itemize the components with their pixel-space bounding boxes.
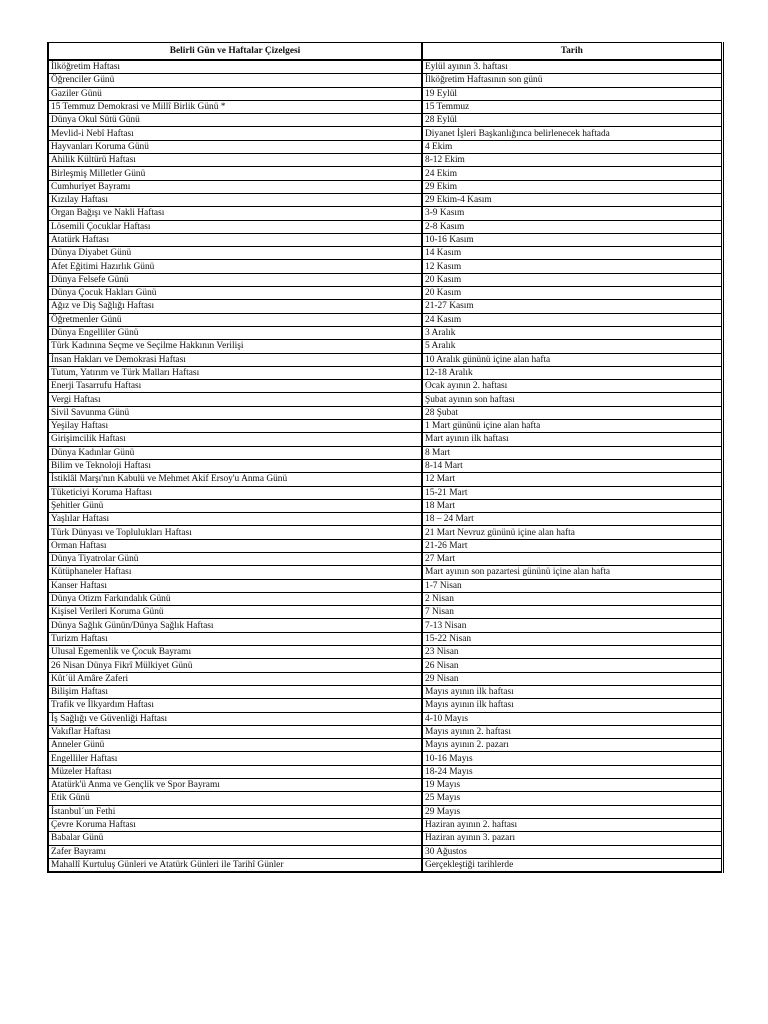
table-row xyxy=(48,167,722,180)
date-cell: 10-16 Mayıs xyxy=(422,752,722,765)
table-row xyxy=(48,579,722,592)
date-cell: 28 Eylül xyxy=(422,114,722,127)
event-cell: Atatürk Haftası xyxy=(48,233,422,246)
table-row xyxy=(48,805,722,818)
table-row xyxy=(48,100,722,113)
date-cell: 29 Mayıs xyxy=(422,805,722,818)
table-row xyxy=(48,74,722,87)
table-row xyxy=(48,260,722,273)
date-cell: 4 Ekim xyxy=(422,140,722,153)
table-row xyxy=(48,340,722,353)
event-cell: Zafer Bayramı xyxy=(48,845,422,858)
date-cell: Diyanet İşleri Başkanlığınca belirlenecek haftada xyxy=(422,127,722,140)
date-cell: 12-18 Aralık xyxy=(422,366,722,379)
event-cell: Dünya Tiyatrolar Günü xyxy=(48,552,422,565)
table-row xyxy=(48,473,722,486)
event-cell: Dünya Engelliler Günü xyxy=(48,326,422,339)
date-cell: 1 Mart gününü içine alan hafta xyxy=(422,420,722,433)
date-cell: 29 Nisan xyxy=(422,672,722,685)
date-cell: 21 Mart Nevruz gününü içine alan hafta xyxy=(422,526,722,539)
table-row xyxy=(48,353,722,366)
event-cell: Türk Dünyası ve Toplulukları Haftası xyxy=(48,526,422,539)
table-row xyxy=(48,779,722,792)
table-row xyxy=(48,566,722,579)
table-row xyxy=(48,247,722,260)
date-cell: Haziran ayının 3. pazarı xyxy=(422,832,722,845)
event-cell: Organ Bağışı ve Nakli Haftası xyxy=(48,207,422,220)
table-row xyxy=(48,273,722,286)
date-cell: 25 Mayıs xyxy=(422,792,722,805)
event-cell: Birleşmiş Milletler Günü xyxy=(48,167,422,180)
date-cell: Şubat ayının son haftası xyxy=(422,393,722,406)
table-row xyxy=(48,220,722,233)
event-cell: Mahallî Kurtuluş Günleri ve Atatürk Günleri ile Tarihî Günler xyxy=(48,858,422,872)
table-row xyxy=(48,619,722,632)
event-cell: Cumhuriyet Bayramı xyxy=(48,180,422,193)
table-row xyxy=(48,765,722,778)
date-cell: Haziran ayının 2. haftası xyxy=(422,818,722,831)
event-cell: Öğrenciler Günü xyxy=(48,74,422,87)
table-row xyxy=(48,526,722,539)
date-cell: Ocak ayının 2. haftası xyxy=(422,380,722,393)
table-row xyxy=(48,739,722,752)
event-cell: Kût´ül Amâre Zaferi xyxy=(48,672,422,685)
event-cell: Babalar Günü xyxy=(48,832,422,845)
date-cell: 8-12 Ekim xyxy=(422,154,722,167)
event-cell: Yaşlılar Haftası xyxy=(48,513,422,526)
date-cell: 24 Kasım xyxy=(422,313,722,326)
date-cell: Mayıs ayının ilk haftası xyxy=(422,699,722,712)
event-cell: Dünya Kadınlar Günü xyxy=(48,446,422,459)
event-cell: Anneler Günü xyxy=(48,739,422,752)
date-cell: Mart ayının ilk haftası xyxy=(422,433,722,446)
event-cell: Türk Kadınına Seçme ve Seçilme Hakkının Verilişi xyxy=(48,340,422,353)
event-cell: Tüketiciyi Koruma Haftası xyxy=(48,486,422,499)
event-cell: Engelliler Haftası xyxy=(48,752,422,765)
table-row xyxy=(48,114,722,127)
table-row xyxy=(48,433,722,446)
date-cell: 26 Nisan xyxy=(422,659,722,672)
date-cell: 14 Kasım xyxy=(422,247,722,260)
table-row xyxy=(48,233,722,246)
date-cell: 12 Kasım xyxy=(422,260,722,273)
date-cell: 18-24 Mayıs xyxy=(422,765,722,778)
table-row xyxy=(48,380,722,393)
table-row xyxy=(48,699,722,712)
table-row xyxy=(48,420,722,433)
event-cell: Afet Eğitimi Hazırlık Günü xyxy=(48,260,422,273)
date-cell: 27 Mart xyxy=(422,552,722,565)
table-row xyxy=(48,140,722,153)
date-cell: 2-8 Kasım xyxy=(422,220,722,233)
event-cell: Ulusal Egemenlik ve Çocuk Bayramı xyxy=(48,646,422,659)
table-row xyxy=(48,646,722,659)
date-cell: 18 – 24 Mart xyxy=(422,513,722,526)
event-cell: Tutum, Yatırım ve Türk Malları Haftası xyxy=(48,366,422,379)
date-cell: Mayıs ayının ilk haftası xyxy=(422,685,722,698)
event-cell: Turizm Haftası xyxy=(48,632,422,645)
date-cell: 19 Mayıs xyxy=(422,779,722,792)
table-row xyxy=(48,752,722,765)
event-cell: Dünya Otizm Farkındalık Günü xyxy=(48,592,422,605)
table-row xyxy=(48,287,722,300)
event-cell: Şehitler Günü xyxy=(48,499,422,512)
date-cell: 10 Aralık gününü içine alan hafta xyxy=(422,353,722,366)
table-row xyxy=(48,513,722,526)
date-cell: 29 Ekim-4 Kasım xyxy=(422,193,722,206)
event-cell: Gaziler Günü xyxy=(48,87,422,100)
date-cell: Mart ayının son pazartesi gününü içine alan hafta xyxy=(422,566,722,579)
event-cell: Ağız ve Diş Sağlığı Haftası xyxy=(48,300,422,313)
header-row xyxy=(48,43,722,61)
event-cell: Çevre Koruma Haftası xyxy=(48,818,422,831)
date-cell: İlköğretim Haftasının son günü xyxy=(422,74,722,87)
date-cell: 7 Nisan xyxy=(422,606,722,619)
event-cell: İlköğretim Haftası xyxy=(48,60,422,74)
table-row xyxy=(48,406,722,419)
days-weeks-table xyxy=(47,42,724,873)
date-cell: 12 Mart xyxy=(422,473,722,486)
event-cell: 26 Nisan Dünya Fikrî Mülkiyet Günü xyxy=(48,659,422,672)
date-cell: 15-22 Nisan xyxy=(422,632,722,645)
event-cell: İnsan Hakları ve Demokrasi Haftası xyxy=(48,353,422,366)
date-cell: 5 Aralık xyxy=(422,340,722,353)
date-cell: 19 Eylül xyxy=(422,87,722,100)
event-cell: Trafik ve İlkyardım Haftası xyxy=(48,699,422,712)
table-row xyxy=(48,539,722,552)
table-row xyxy=(48,154,722,167)
date-cell: 20 Kasım xyxy=(422,273,722,286)
date-cell: 21-27 Kasım xyxy=(422,300,722,313)
date-cell: 29 Ekim xyxy=(422,180,722,193)
date-cell: 18 Mart xyxy=(422,499,722,512)
table-row xyxy=(48,326,722,339)
table-row xyxy=(48,725,722,738)
date-cell: Mayıs ayının 2. pazarı xyxy=(422,739,722,752)
table-row xyxy=(48,552,722,565)
date-cell: Eylül ayının 3. haftası xyxy=(422,60,722,74)
table-row xyxy=(48,499,722,512)
event-cell: Dünya Okul Sütü Günü xyxy=(48,114,422,127)
event-cell: Yeşilay Haftası xyxy=(48,420,422,433)
event-cell: İstanbul´un Fethi xyxy=(48,805,422,818)
table-row xyxy=(48,606,722,619)
event-cell: Atatürk'ü Anma ve Gençlik ve Spor Bayramı xyxy=(48,779,422,792)
event-cell: Etik Günü xyxy=(48,792,422,805)
event-cell: İstiklâl Marşı'nın Kabulü ve Mehmet Akif Ersoy'u Anma Günü xyxy=(48,473,422,486)
table-row xyxy=(48,845,722,858)
event-cell: İş Sağlığı ve Güvenliği Haftası xyxy=(48,712,422,725)
table-row xyxy=(48,818,722,831)
date-cell: 15-21 Mart xyxy=(422,486,722,499)
event-cell: Dünya Felsefe Günü xyxy=(48,273,422,286)
event-cell: Vergi Haftası xyxy=(48,393,422,406)
event-cell: Lösemili Çocuklar Haftası xyxy=(48,220,422,233)
date-cell: 3 Aralık xyxy=(422,326,722,339)
table-row xyxy=(48,659,722,672)
date-cell: 8 Mart xyxy=(422,446,722,459)
date-cell: 20 Kasım xyxy=(422,287,722,300)
event-cell: Hayvanları Koruma Günü xyxy=(48,140,422,153)
table-row xyxy=(48,446,722,459)
event-cell: Vakıflar Haftası xyxy=(48,725,422,738)
table-row xyxy=(48,486,722,499)
event-cell: Bilim ve Teknoloji Haftası xyxy=(48,459,422,472)
event-cell: Dünya Diyabet Günü xyxy=(48,247,422,260)
table-row xyxy=(48,300,722,313)
table-row xyxy=(48,685,722,698)
table-row xyxy=(48,313,722,326)
event-cell: Kişisel Verileri Koruma Günü xyxy=(48,606,422,619)
date-cell: 2 Nisan xyxy=(422,592,722,605)
event-cell: Sivil Savunma Günü xyxy=(48,406,422,419)
table-row xyxy=(48,193,722,206)
date-cell: 30 Ağustos xyxy=(422,845,722,858)
event-cell: Kızılay Haftası xyxy=(48,193,422,206)
date-cell: Gerçekleştiği tarihlerde xyxy=(422,858,722,872)
date-cell: 1-7 Nisan xyxy=(422,579,722,592)
event-cell: Orman Haftası xyxy=(48,539,422,552)
table-row xyxy=(48,712,722,725)
table-row xyxy=(48,127,722,140)
event-cell: Dünya Çocuk Hakları Günü xyxy=(48,287,422,300)
date-cell: 8-14 Mart xyxy=(422,459,722,472)
table-row xyxy=(48,207,722,220)
table-row xyxy=(48,672,722,685)
table-row xyxy=(48,393,722,406)
date-cell: 3-9 Kasım xyxy=(422,207,722,220)
header-event: Belirli Gün ve Haftalar Çizelgesi xyxy=(48,43,422,61)
date-cell: 23 Nisan xyxy=(422,646,722,659)
table-row xyxy=(48,592,722,605)
date-cell: 21-26 Mart xyxy=(422,539,722,552)
event-cell: Müzeler Haftası xyxy=(48,765,422,778)
date-cell: Mayıs ayının 2. haftası xyxy=(422,725,722,738)
event-cell: 15 Temmuz Demokrasi ve Millî Birlik Günü * xyxy=(48,100,422,113)
event-cell: Bilişim Haftası xyxy=(48,685,422,698)
event-cell: Girişimcilik Haftası xyxy=(48,433,422,446)
date-cell: 24 Ekim xyxy=(422,167,722,180)
table-row xyxy=(48,632,722,645)
table-body xyxy=(48,60,722,872)
event-cell: Kütüphaneler Haftası xyxy=(48,566,422,579)
header-date: Tarih xyxy=(422,43,722,61)
table-row xyxy=(48,858,722,872)
event-cell: Dünya Sağlık Günün/Dünya Sağlık Haftası xyxy=(48,619,422,632)
table-header xyxy=(48,43,722,61)
date-cell: 4-10 Mayıs xyxy=(422,712,722,725)
event-cell: Enerji Tasarrufu Haftası xyxy=(48,380,422,393)
event-cell: Ahilik Kültürü Haftası xyxy=(48,154,422,167)
date-cell: 10-16 Kasım xyxy=(422,233,722,246)
event-cell: Kanser Haftası xyxy=(48,579,422,592)
event-cell: Öğretmenler Günü xyxy=(48,313,422,326)
table-row xyxy=(48,87,722,100)
table-row xyxy=(48,792,722,805)
table-row xyxy=(48,366,722,379)
table-row xyxy=(48,60,722,74)
date-cell: 15 Temmuz xyxy=(422,100,722,113)
table-row xyxy=(48,459,722,472)
date-cell: 7-13 Nisan xyxy=(422,619,722,632)
table-row xyxy=(48,180,722,193)
table-row xyxy=(48,832,722,845)
event-cell: Mevlid-i Nebî Haftası xyxy=(48,127,422,140)
date-cell: 28 Şubat xyxy=(422,406,722,419)
